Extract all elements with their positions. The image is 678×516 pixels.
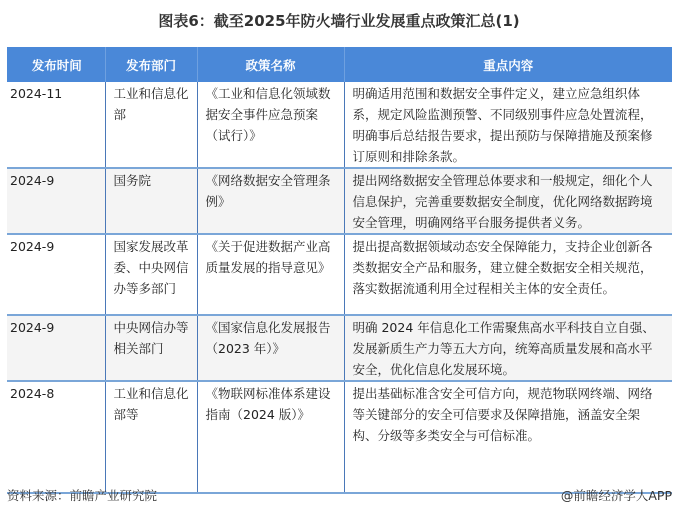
cell-date: 2024-9 — [7, 315, 105, 381]
cell-date: 2024-8 — [7, 381, 105, 493]
cell-content: 提出基础标准含安全可信方向，规范物联网终端、网络等关键部分的安全可信要求及保障措施，涵盖安全架构、分级等多类安全与可信标准。 — [344, 381, 672, 493]
table-row — [7, 168, 672, 234]
header-name: 政策名称 — [197, 47, 344, 82]
table-row — [7, 315, 672, 381]
cell-dept: 中央网信办等相关部门 — [105, 315, 197, 381]
cell-name: 《工业和信息化领域数据安全事件应急预案（试行）》 — [197, 82, 344, 168]
header-date: 发布时间 — [7, 47, 105, 82]
table-row — [7, 381, 672, 493]
credit-note: @前瞻经济学人APP — [560, 488, 672, 503]
cell-date: 2024-9 — [7, 168, 105, 234]
table-row — [7, 234, 672, 315]
cell-dept: 工业和信息化部等 — [105, 381, 197, 493]
cell-name: 《国家信息化发展报告（2023 年）》 — [197, 315, 344, 381]
policy-table — [7, 47, 672, 494]
cell-content: 提出提高数据领域动态安全保障能力，支持企业创新各类数据安全产品和服务，建立健全数据安全相关规范，落实数据流通利用全过程相关主体的安全责任。 — [344, 234, 672, 315]
cell-date: 2024-9 — [7, 234, 105, 315]
figure-title: 图表6：截至2025年防火墙行业发展重点政策汇总(1) — [158, 12, 520, 30]
cell-dept: 国家发展改革委、中央网信办等多部门 — [105, 234, 197, 315]
source-note: 资料来源：前瞻产业研究院 — [7, 488, 158, 503]
cell-name: 《物联网标准体系建设指南（2024 版）》 — [197, 381, 344, 493]
cell-content: 明确 2024 年信息化工作需聚焦高水平科技自立自强、发展新质生产力等五大方向，统筹高质量发展和高水平安全，优化信息化发展环境。 — [344, 315, 672, 381]
table-row — [7, 82, 672, 168]
cell-content: 明确适用范围和数据安全事件定义，建立应急组织体系，规定风险监测预警、不同级别事件应急处置流程，明确事后总结报告要求，提出预防与保障措施及预案修订原则和排除条款。 — [344, 82, 672, 168]
table-header — [7, 47, 672, 82]
cell-dept: 工业和信息化部 — [105, 82, 197, 168]
header-dept: 发布部门 — [105, 47, 197, 82]
cell-dept: 国务院 — [105, 168, 197, 234]
cell-name: 《关于促进数据产业高质量发展的指导意见》 — [197, 234, 344, 315]
cell-date: 2024-11 — [7, 82, 105, 168]
cell-name: 《网络数据安全管理条例》 — [197, 168, 344, 234]
cell-content: 提出网络数据安全管理总体要求和一般规定，细化个人信息保护，完善重要数据安全制度，优化网络数据跨境安全管理，明确网络平台服务提供者义务。 — [344, 168, 672, 234]
header-content: 重点内容 — [344, 47, 672, 82]
